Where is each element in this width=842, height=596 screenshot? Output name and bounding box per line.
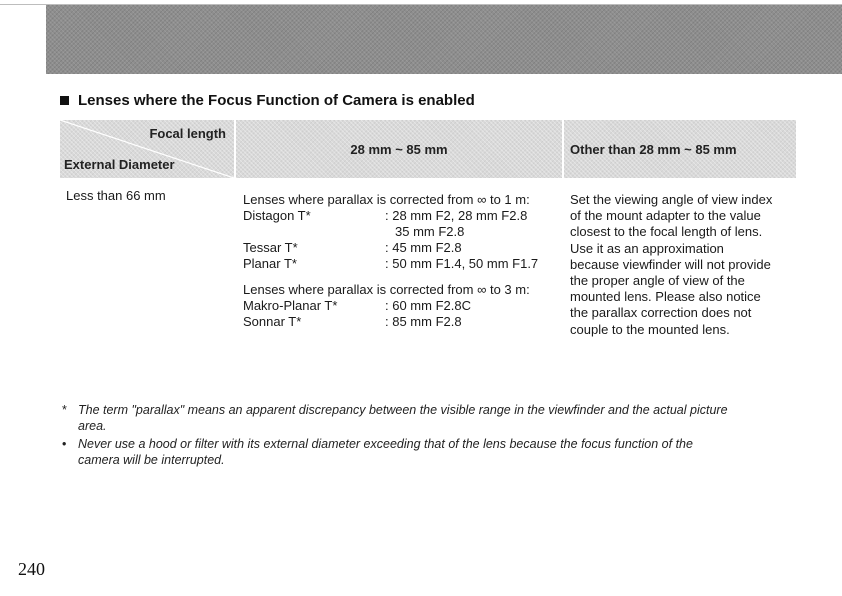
- group2-title: Lenses where parallax is corrected from ∞ to 3 m:: [243, 282, 530, 297]
- section-heading: [60, 90, 475, 110]
- footnotes: [60, 402, 800, 470]
- footnote-line: Never use a hood or filter with its external diameter exceeding that of the lens because the focus function of the: [78, 437, 693, 451]
- footnote-line: The term "parallax" means an apparent discrepancy between the visible range in the viewfinder and the actual picture: [78, 403, 728, 417]
- distagon-spec-2: 35 mm F2.8: [395, 224, 465, 239]
- table-header-col-other: [564, 120, 796, 178]
- page-number: 240: [18, 559, 45, 579]
- note-line: closest to the focal length of lens.: [570, 224, 763, 240]
- header-banner: [46, 5, 842, 74]
- header-focal-length: Focal length: [149, 126, 226, 141]
- header-external-diameter: External Diameter: [64, 157, 175, 172]
- distagon-name: Distagon T*: [243, 208, 311, 223]
- note-line: because viewfinder will not provide: [570, 256, 771, 272]
- planar-name: Planar T*: [243, 256, 297, 271]
- note-line: Set the viewing angle of view index: [570, 192, 773, 207]
- note-line: couple to the mounted lens.: [570, 321, 730, 337]
- sonnar-spec: : 85 mm F2.8: [385, 314, 462, 329]
- table-header-corner: [60, 120, 234, 178]
- footnote-parallax: [60, 402, 800, 434]
- note-line: the proper angle of view of the: [570, 272, 745, 288]
- note-line: mounted lens. Please also notice: [570, 289, 761, 305]
- planar-spec: : 50 mm F1.4, 50 mm F1.7: [385, 256, 539, 271]
- distagon-spec: : 28 mm F2, 28 mm F2.8: [385, 208, 528, 223]
- group1-title: Lenses where parallax is corrected from ∞ to 1 m:: [243, 192, 530, 207]
- asterisk-mark: *: [62, 403, 67, 417]
- tessar-spec: : 45 mm F2.8: [385, 240, 462, 255]
- note-line: Use it as an approximation: [570, 240, 724, 256]
- section-heading-text: Lenses where the Focus Function of Camera is enabled: [78, 91, 475, 109]
- makro-planar-spec: : 60 mm F2.8C: [385, 298, 471, 313]
- footnote-hood-warning: [60, 436, 800, 468]
- lens-list: [243, 192, 561, 330]
- square-bullet-icon: [60, 96, 69, 105]
- table-header-col-28-85: [236, 120, 562, 178]
- tessar-name: Tessar T*: [243, 240, 298, 255]
- footnote-line: area.: [78, 419, 107, 433]
- sonnar-name: Sonnar T*: [243, 314, 302, 329]
- other-focal-note: [570, 192, 792, 338]
- bullet-icon: •: [62, 437, 67, 451]
- makro-planar-name: Makro-Planar T*: [243, 298, 338, 313]
- note-line: of the mount adapter to the value: [570, 208, 761, 224]
- note-line: the parallax correction does not: [570, 305, 752, 321]
- header-col2-label: Other than 28 mm ~ 85 mm: [570, 141, 737, 157]
- footnote-line: camera will be interrupted.: [78, 453, 225, 467]
- header-col1-label: 28 mm ~ 85 mm: [350, 141, 448, 157]
- diameter-cell: Less than 66 mm: [66, 188, 166, 203]
